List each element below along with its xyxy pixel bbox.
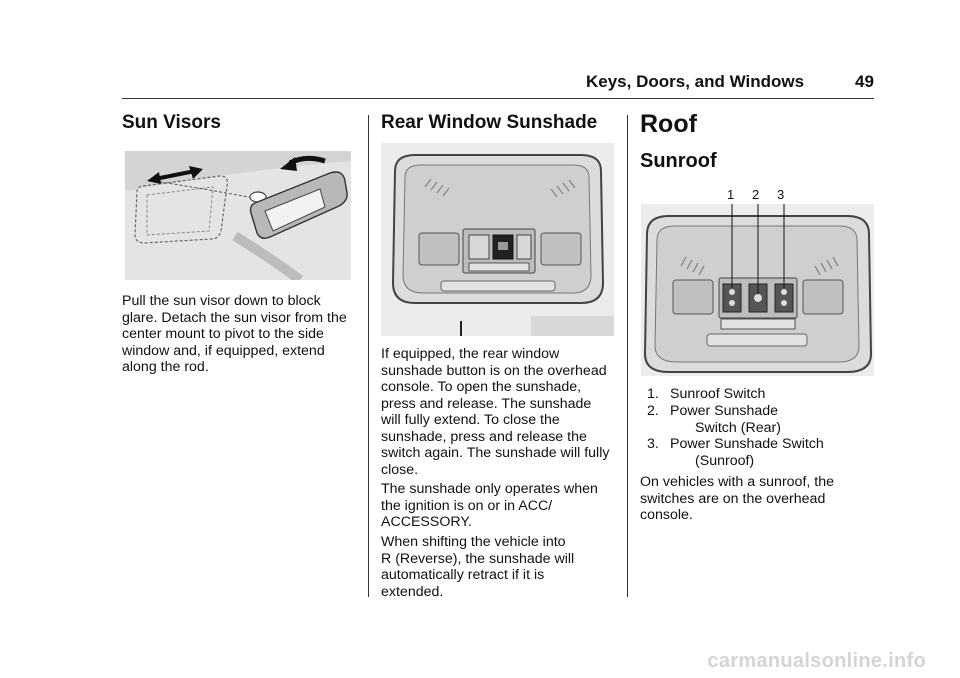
sun-visor-illustration	[125, 151, 351, 280]
list-text-continued: (Sunroof)	[695, 452, 755, 469]
text-line: console. To open the sunshade,	[381, 379, 582, 395]
text-line: switch again. The sunshade will fully	[381, 445, 610, 461]
overhead-console-illustration	[381, 143, 614, 336]
list-number: 1.	[647, 386, 659, 402]
sunroof-console-illustration	[641, 204, 874, 376]
text-line: Pull the sun visor down to block	[122, 293, 321, 309]
text-line: If equipped, the rear window	[381, 346, 560, 362]
text-line: extended.	[381, 583, 444, 600]
column-divider-1	[368, 115, 369, 597]
text-line: the ignition is on or in ACC/	[381, 497, 553, 514]
page-number: 49	[855, 72, 874, 91]
text-line: sunshade button is on the overhead	[381, 362, 607, 379]
list-item-2	[647, 403, 867, 437]
list-item-1	[647, 386, 867, 403]
sunshade-paragraph-1	[381, 346, 621, 478]
text-line: glare. Detach the sun visor from the	[122, 309, 347, 326]
running-header-title: Keys, Doors, and Windows	[586, 72, 805, 91]
text-line: sunshade, press and release the	[381, 428, 587, 445]
sun-visors-paragraph	[122, 293, 362, 376]
list-number: 3.	[647, 436, 659, 452]
list-item-3	[647, 436, 867, 470]
sunroof-paragraph	[640, 474, 870, 524]
section-heading-rear-window-sunshade: Rear Window Sunshade	[381, 112, 598, 133]
callout-2: 2	[752, 187, 760, 202]
text-line: switches are on the overhead	[640, 490, 826, 507]
section-heading-sun-visors: Sun Visors	[122, 112, 221, 133]
text-line: ACCESSORY.	[381, 514, 472, 530]
text-line: will fully extend. To close the	[381, 412, 560, 428]
text-line: press and release. The sunshade	[381, 395, 592, 412]
watermark: carmanualsonline.info	[707, 650, 926, 672]
list-text-continued: Switch (Rear)	[695, 419, 781, 436]
text-line: On vehicles with a sunroof, the	[640, 474, 834, 490]
text-line: center mount to pivot to the side	[122, 326, 324, 342]
text-line: window and, if equipped, extend	[122, 342, 325, 359]
text-line: When shifting the vehicle into	[381, 534, 566, 550]
header-rule	[122, 98, 874, 99]
column-divider-2	[627, 115, 628, 597]
list-text: Power Sunshade Switch	[670, 436, 824, 452]
text-line: close.	[381, 461, 419, 478]
section-heading-roof: Roof	[640, 110, 697, 138]
list-text: Sunroof Switch	[670, 386, 766, 402]
callout-1: 1	[727, 187, 735, 202]
subheading-sunroof: Sunroof	[640, 150, 717, 172]
list-text: Power Sunshade	[670, 403, 779, 419]
text-line: R (Reverse), the sunshade will	[381, 550, 575, 567]
text-line: The sunshade only operates when	[381, 481, 598, 497]
text-line: console.	[640, 507, 693, 523]
sunshade-paragraph-2	[381, 481, 621, 531]
text-line: along the rod.	[122, 359, 209, 375]
sunshade-paragraph-3	[381, 534, 621, 600]
text-line: automatically retract if it is	[381, 567, 545, 583]
callout-3: 3	[777, 187, 785, 202]
list-number: 2.	[647, 403, 659, 419]
